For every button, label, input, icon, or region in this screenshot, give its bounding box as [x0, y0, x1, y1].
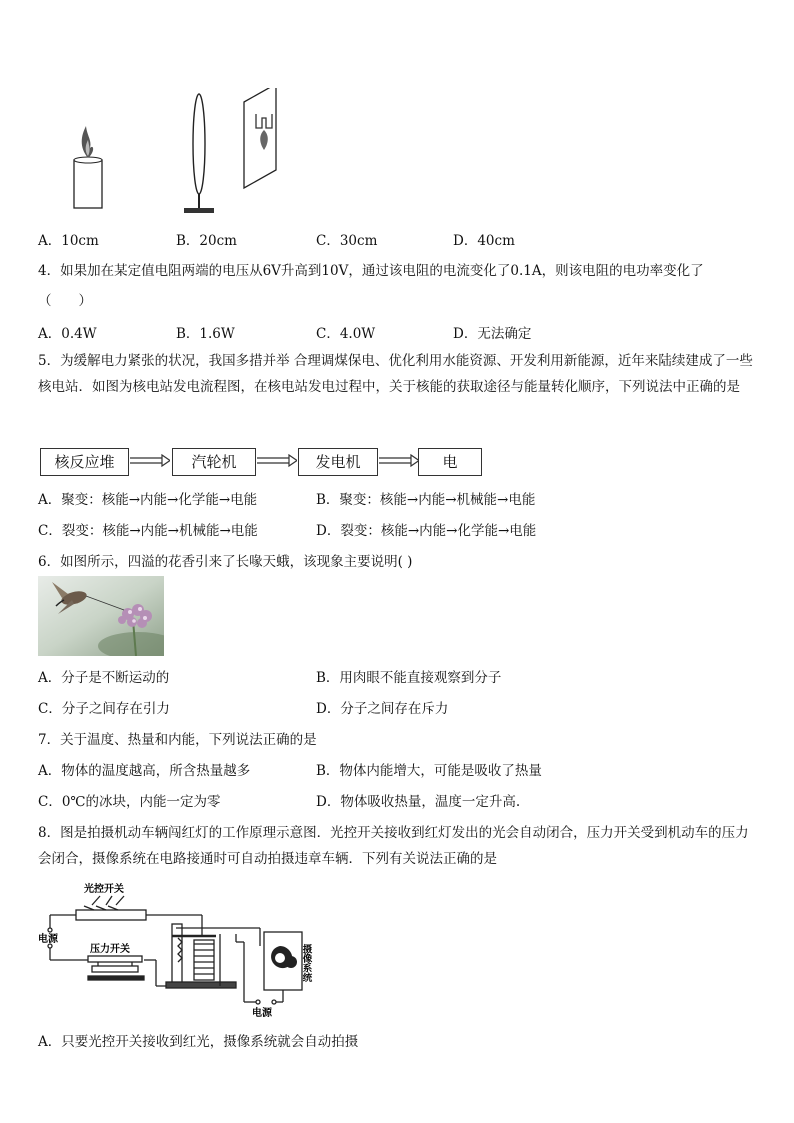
q4-option-c[interactable]: C．4.0W [316, 326, 376, 342]
light-screen-image [244, 88, 276, 188]
label-camera-system [301, 943, 313, 983]
flow-box-turbine: 汽轮机 [172, 448, 256, 476]
red-light-camera-circuit [36, 878, 336, 1020]
q5-option-a[interactable]: A．聚变：核能→内能→化学能→电能 [38, 492, 258, 508]
q7-stem: 7．关于温度、热量和内能，下列说法正确的是 [38, 732, 317, 748]
flow-box-reactor: 核反应堆 [40, 448, 129, 476]
q3-option-d[interactable]: D．40cm [453, 233, 515, 249]
optics-figure [60, 88, 300, 220]
q6-option-c[interactable]: C．分子之间存在引力 [38, 701, 170, 717]
q6-option-b[interactable]: B．用肉眼不能直接观察到分子 [316, 670, 502, 686]
svg-text:摄像系统: 摄像系统 [300, 944, 312, 982]
q6-option-d[interactable]: D．分子之间存在斥力 [316, 701, 449, 717]
q8-stem: 8．图是拍摄机动车辆闯红灯的工作原理示意图．光控开关接收到红灯发出的光会自动闭合，压力开关受到机动车的压力会闭合，摄像系统在电路接通时可自动拍摄违章车辆．下列有关说法正确的是 [38, 825, 749, 867]
label-pressure-switch: 压力开关 [90, 944, 130, 955]
q4-option-b[interactable]: B．1.6W [176, 326, 235, 342]
q4-option-a[interactable]: A．0.4W [38, 326, 97, 342]
double-arrow-icon [257, 454, 297, 468]
flow-box-generator: 发电机 [298, 448, 378, 476]
q4-stem-bracket: （ ） [38, 293, 92, 309]
q7-option-a[interactable]: A．物体的温度越高，所含热量越多 [38, 763, 251, 779]
q6-option-a[interactable]: A．分子是不断运动的 [38, 670, 170, 686]
hawkmoth-flower-photo [38, 576, 164, 656]
q5-option-c[interactable]: C．裂变：核能→内能→机械能→电能 [38, 523, 258, 539]
label-power-left: 电源 [38, 934, 58, 945]
q5-option-d[interactable]: D．裂变：核能→内能→化学能→电能 [316, 523, 537, 539]
camera-icon [271, 946, 297, 968]
q3-option-a[interactable]: A．10cm [38, 233, 99, 249]
q7-option-d[interactable]: D．物体吸收热量，温度一定升高. [316, 794, 521, 810]
q3-option-c[interactable]: C．30cm [316, 233, 378, 249]
q3-option-b[interactable]: B．20cm [176, 233, 237, 249]
double-arrow-icon [379, 454, 419, 468]
convex-lens-image [184, 94, 214, 213]
q6-stem: 6．如图所示，四溢的花香引来了长喙天蛾，该现象主要说明( ) [38, 554, 413, 570]
q5-stem: 5．为缓解电力紧张的状况，我国多措并举 合理调煤保电、优化利用水能资源、开发利用新能源，近年来陆续建成了一些核电站．如图为核电站发电流程图，在核电站发电过程中，关于核能的获取途径与能量转化顺序，下列说法中正确的是 [38, 353, 753, 395]
double-arrow-icon [130, 454, 170, 468]
label-light-switch: 光控开关 [84, 884, 124, 895]
q5-option-b[interactable]: B．聚变：核能→内能→机械能→电能 [316, 492, 536, 508]
q7-option-b[interactable]: B．物体内能增大，可能是吸收了热量 [316, 763, 542, 779]
flow-box-electricity: 电 [418, 448, 482, 476]
q4-stem: 4．如果加在某定值电阻两端的电压从6V升高到10V，通过该电阻的电流变化了0.1A，则该电阻的电功率变化了 [38, 263, 704, 279]
label-power-bottom: 电源 [252, 1008, 272, 1019]
q7-option-c[interactable]: C．0℃的冰块，内能一定为零 [38, 794, 221, 810]
q8-option-a[interactable]: A．只要光控开关接收到红光，摄像系统就会自动拍摄 [38, 1034, 359, 1050]
candle-image [74, 126, 102, 208]
q4-option-d[interactable]: D．无法确定 [453, 326, 532, 342]
